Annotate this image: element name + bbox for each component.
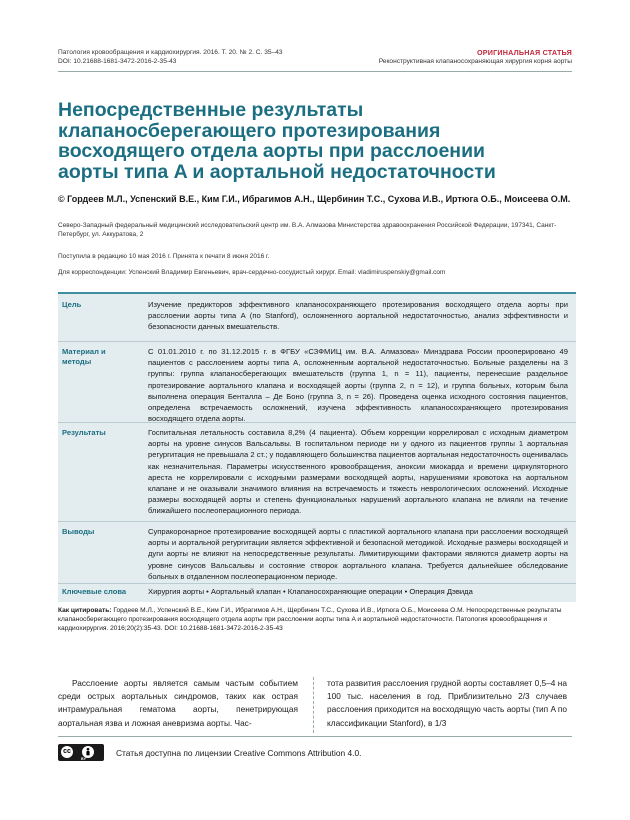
cite-label: Как цитировать: — [58, 607, 112, 614]
how-to-cite — [58, 606, 576, 633]
abstract-keywords-label: Ключевые слова — [62, 587, 127, 596]
column-divider — [313, 677, 314, 733]
abstract-results-label: Результаты — [62, 428, 106, 437]
abstract-methods-label: Материал и методы — [62, 347, 106, 366]
abstract-aim-text: Изучение предикторов эффективного клапаносохраняющего протезирования восходящего отдела аорты при расслоении аорты типа A (по Stanford), осложненного аортальной недостаточностью, анализ эффективности и безопасности данных вмешательств. — [148, 300, 568, 332]
received-dates: Поступила в редакцию 10 мая 2016 г. Принята к печати 8 июня 2016 г. — [58, 253, 270, 260]
abstract-conclusions-row — [58, 521, 576, 584]
abstract-aim-row — [58, 294, 576, 342]
cite-text: Гордеев М.Л., Успенский В.Е., Ким Г.И., Ибрагимов А.Н., Щербинин Т.С., Сухова И.В., Иртюга О.Б., Моисеева О.М. Непосредственные результаты клапаносберегающего протезирования восходящего отдела аорты при расслоении аорты типа A и аортальной недостаточности. Патология кровообращения и кардиохирургия. 2016;20(2):35-43. DOI: 10.21688-1681-3472-2016-2-35-43 — [58, 607, 562, 632]
cc-license-icon — [58, 744, 104, 761]
journal-info — [58, 48, 283, 66]
abstract-keywords-text: Хирургия аорты • Аортальный клапан • Клапаносохраняющие операции • Операция Дэвида — [148, 587, 473, 596]
section-label: ОРИГИНАЛЬНАЯ СТАТЬЯ — [476, 48, 572, 57]
header-divider — [58, 71, 572, 72]
abstract-methods-text: С 01.01.2010 г. по 31.12.2015 г. в ФГБУ «СЗФМИЦ им. В.А. Алмазова» Минздрава России прооперировано 49 пациентов с расслоением аорты типа A, осложненным аортальной недостаточностью. Больные разделены на 3 группы: группа клапаносберегающих вмешательств (группа 1, n = 11), пациенты, перенесшие раздельное протезирование аортального клапана и восходящей аорты (группа 2, n = 12), и группа больных, которым была выполнена операция Бенталла – Де Боно (группа 3, n = 26). Проведена оценка исходного состояния пациентов, определена встречаемость осложнений, изучена эффективность клапаносохраняющего протезирования восходящего отдела аорты. — [148, 347, 568, 424]
abstract-box — [58, 292, 576, 602]
body-column-right: тота развития расслоения грудной аорты составляет 0,5–4 на 100 тыс. населения в год. Приблизительно 2/3 случаев расслоения приходится на восходящую часть аорты (тип A по классификации Stanford), в 1/3 — [327, 678, 567, 728]
body-column-left: Расслоение аорты является самым частым событием среди острых аортальных синдромов, таких как острая интрамуральная гематома аорты, пенетрирующая аортальная язва и ложная аневризма аорты. Час- — [58, 678, 298, 728]
correspondence: Для корреспонденции: Успенский Владимир Евгеньевич, врач-сердечно-сосудистый хирург. Email: vladimiruspenskiy@gmail.com — [58, 269, 446, 276]
journal-doi: DOI: 10.21688-1681-3472-2016-2-35-43 — [58, 58, 177, 65]
by-mark: BY — [81, 757, 86, 761]
article-title: Непосредственные результаты клапаносберегающего протезирования восходящего отдела аорты при расслоении аорты типа A и аортальной недостаточности — [58, 99, 496, 183]
journal-citation: Патология кровообращения и кардиохирургия. 2016. Т. 20. № 2. С. 35–43 — [58, 49, 283, 56]
abstract-aim-label: Цель — [62, 300, 82, 309]
subsection-label: Реконструктивная клапаносохраняющая хирургия корня аорты — [378, 58, 572, 65]
abstract-results-text: Госпитальная летальность составила 8,2% (4 пациента). Объем коррекции коррелировал с исходным диаметром аорты на уровне синусов Вальсальвы. В госпитальном периоде ни у одного из пациентов группы 1 аортальная регургитация не превышала 2 ст.; у подавляющего большинства пациентов аортальная недостаточность оценивалась как незначительная. Параметры искусственного кровообращения, аноксии миокарда и времени циркуляторного ареста не коррелировали с исходными размерами восходящей аорты, нарушениями кровотока на аортальном клапане и не оказывали значимого влияния на встречаемость и тяжесть неврологических осложнений. Исходные размеры восходящей аорты и степень функциональных нарушений аортального клапана не влияли на течение ближайшего послеоперационного периода. — [148, 428, 568, 516]
abstract-keywords-row — [58, 583, 576, 602]
section-info — [379, 48, 572, 66]
abstract-conclusions-text: Супракоронарное протезирование восходящей аорты с пластикой аортального клапана при расслоении восходящей аорты и аортальной регургитации является эффективной и безопасной методикой. Исходные размеры восходящей и дуги аорты не влияют на непосредственные результаты. Лимитирующими факторами являются диаметр аорты на уровне синусов Вальсальвы и состояние створок аортального клапана. Требуется дальнейшее обследование больных в отдаленном послеоперационном периоде. — [148, 527, 568, 581]
article-authors: © Гордеев М.Л., Успенский В.Е., Ким Г.И., Ибрагимов А.Н., Щербинин Т.С., Сухова И.В., Иртюга О.Б., Моисеева О.М. — [58, 194, 571, 204]
abstract-methods-row — [58, 341, 576, 423]
abstract-results-row — [58, 422, 576, 522]
author-affiliation: Северо-Западный федеральный медицинский исследовательский центр им. В.А. Алмазова Министерства здравоохранения Российской Федерации, 197341, Санкт-Петербург, ул. Аккуратова, 2 — [58, 222, 557, 238]
license-text: Статья доступна по лицензии Creative Commons Attribution 4.0. — [116, 748, 362, 758]
footer-divider — [58, 736, 572, 737]
abstract-conclusions-label: Выводы — [62, 527, 95, 536]
cc-mark: cc — [61, 746, 73, 758]
